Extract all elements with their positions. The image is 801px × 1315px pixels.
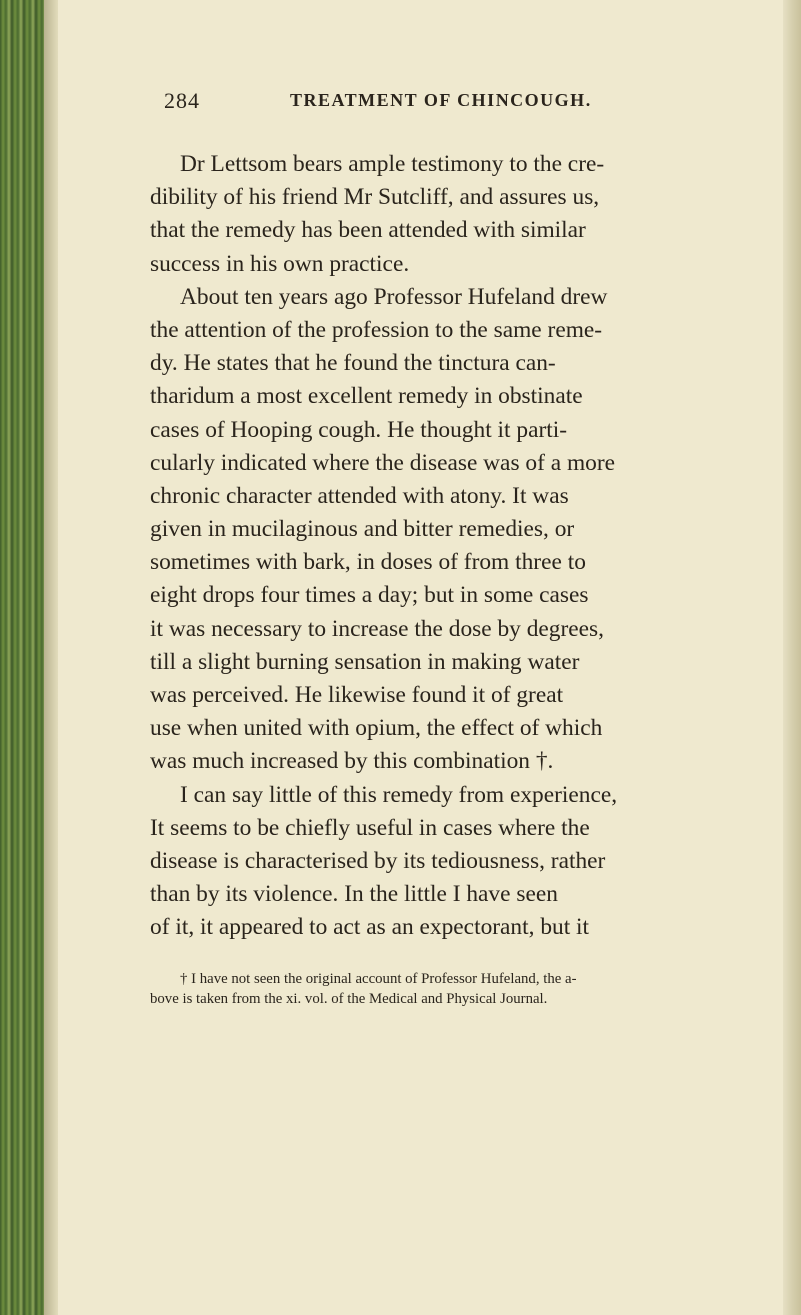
footnote-line: bove is taken from the xi. vol. of the Medical and Physical Journal.	[150, 990, 548, 1007]
text-line: was much increased by this combination †.	[150, 748, 554, 775]
text-line: sometimes with bark, in doses of from three to	[150, 549, 586, 576]
text-line: I can say little of this remedy from experience,	[180, 781, 618, 808]
text-line: use when united with opium, the effect of which	[150, 715, 603, 742]
footnote	[150, 969, 750, 1009]
page-header	[150, 88, 750, 120]
text-line: dibility of his friend Mr Sutcliff, and assures us,	[150, 184, 600, 211]
text-line: given in mucilaginous and bitter remedies, or	[150, 516, 575, 543]
text-line: of it, it appeared to act as an expectorant, but it	[150, 914, 590, 941]
text-line: than by its violence. In the little I have seen	[150, 881, 558, 908]
text-line: Dr Lettsom bears ample testimony to the cre-	[180, 151, 605, 177]
text-line: it was necessary to increase the dose by degrees,	[150, 615, 604, 642]
book-binding-edge	[0, 0, 44, 1315]
running-title: TREATMENT OF CHINCOUGH.	[290, 90, 592, 110]
text-line: disease is characterised by its tediousness, rather	[150, 847, 606, 874]
text-line: cularly indicated where the disease was of a more	[150, 449, 616, 476]
page-number: 284	[164, 88, 200, 113]
text-line: till a slight burning sensation in making water	[150, 648, 580, 675]
text-line: was perceived. He likewise found it of great	[150, 682, 564, 708]
text-line: It seems to be chiefly useful in cases where the	[150, 814, 590, 841]
body-text	[150, 148, 750, 945]
text-line: eight drops four times a day; but in some cases	[150, 582, 589, 609]
footnote-line: † I have not seen the original account of Professor Hufeland, the a-	[180, 970, 577, 987]
page-gutter-shadow	[44, 0, 58, 1315]
text-line: chronic character attended with atony. It was	[150, 482, 569, 509]
text-line: cases of Hooping cough. He thought it parti-	[150, 416, 568, 443]
page-right-edge	[783, 0, 801, 1315]
text-line: tharidum a most excellent remedy in obstinate	[150, 383, 583, 410]
text-line: dy. He states that he found the tinctura can-	[150, 350, 556, 377]
book-page	[150, 88, 750, 1009]
text-line: success in his own practice.	[150, 250, 410, 277]
text-line: that the remedy has been attended with similar	[150, 217, 586, 244]
text-line: the attention of the profession to the same reme-	[150, 316, 603, 343]
text-line: About ten years ago Professor Hufeland drew	[180, 283, 608, 310]
